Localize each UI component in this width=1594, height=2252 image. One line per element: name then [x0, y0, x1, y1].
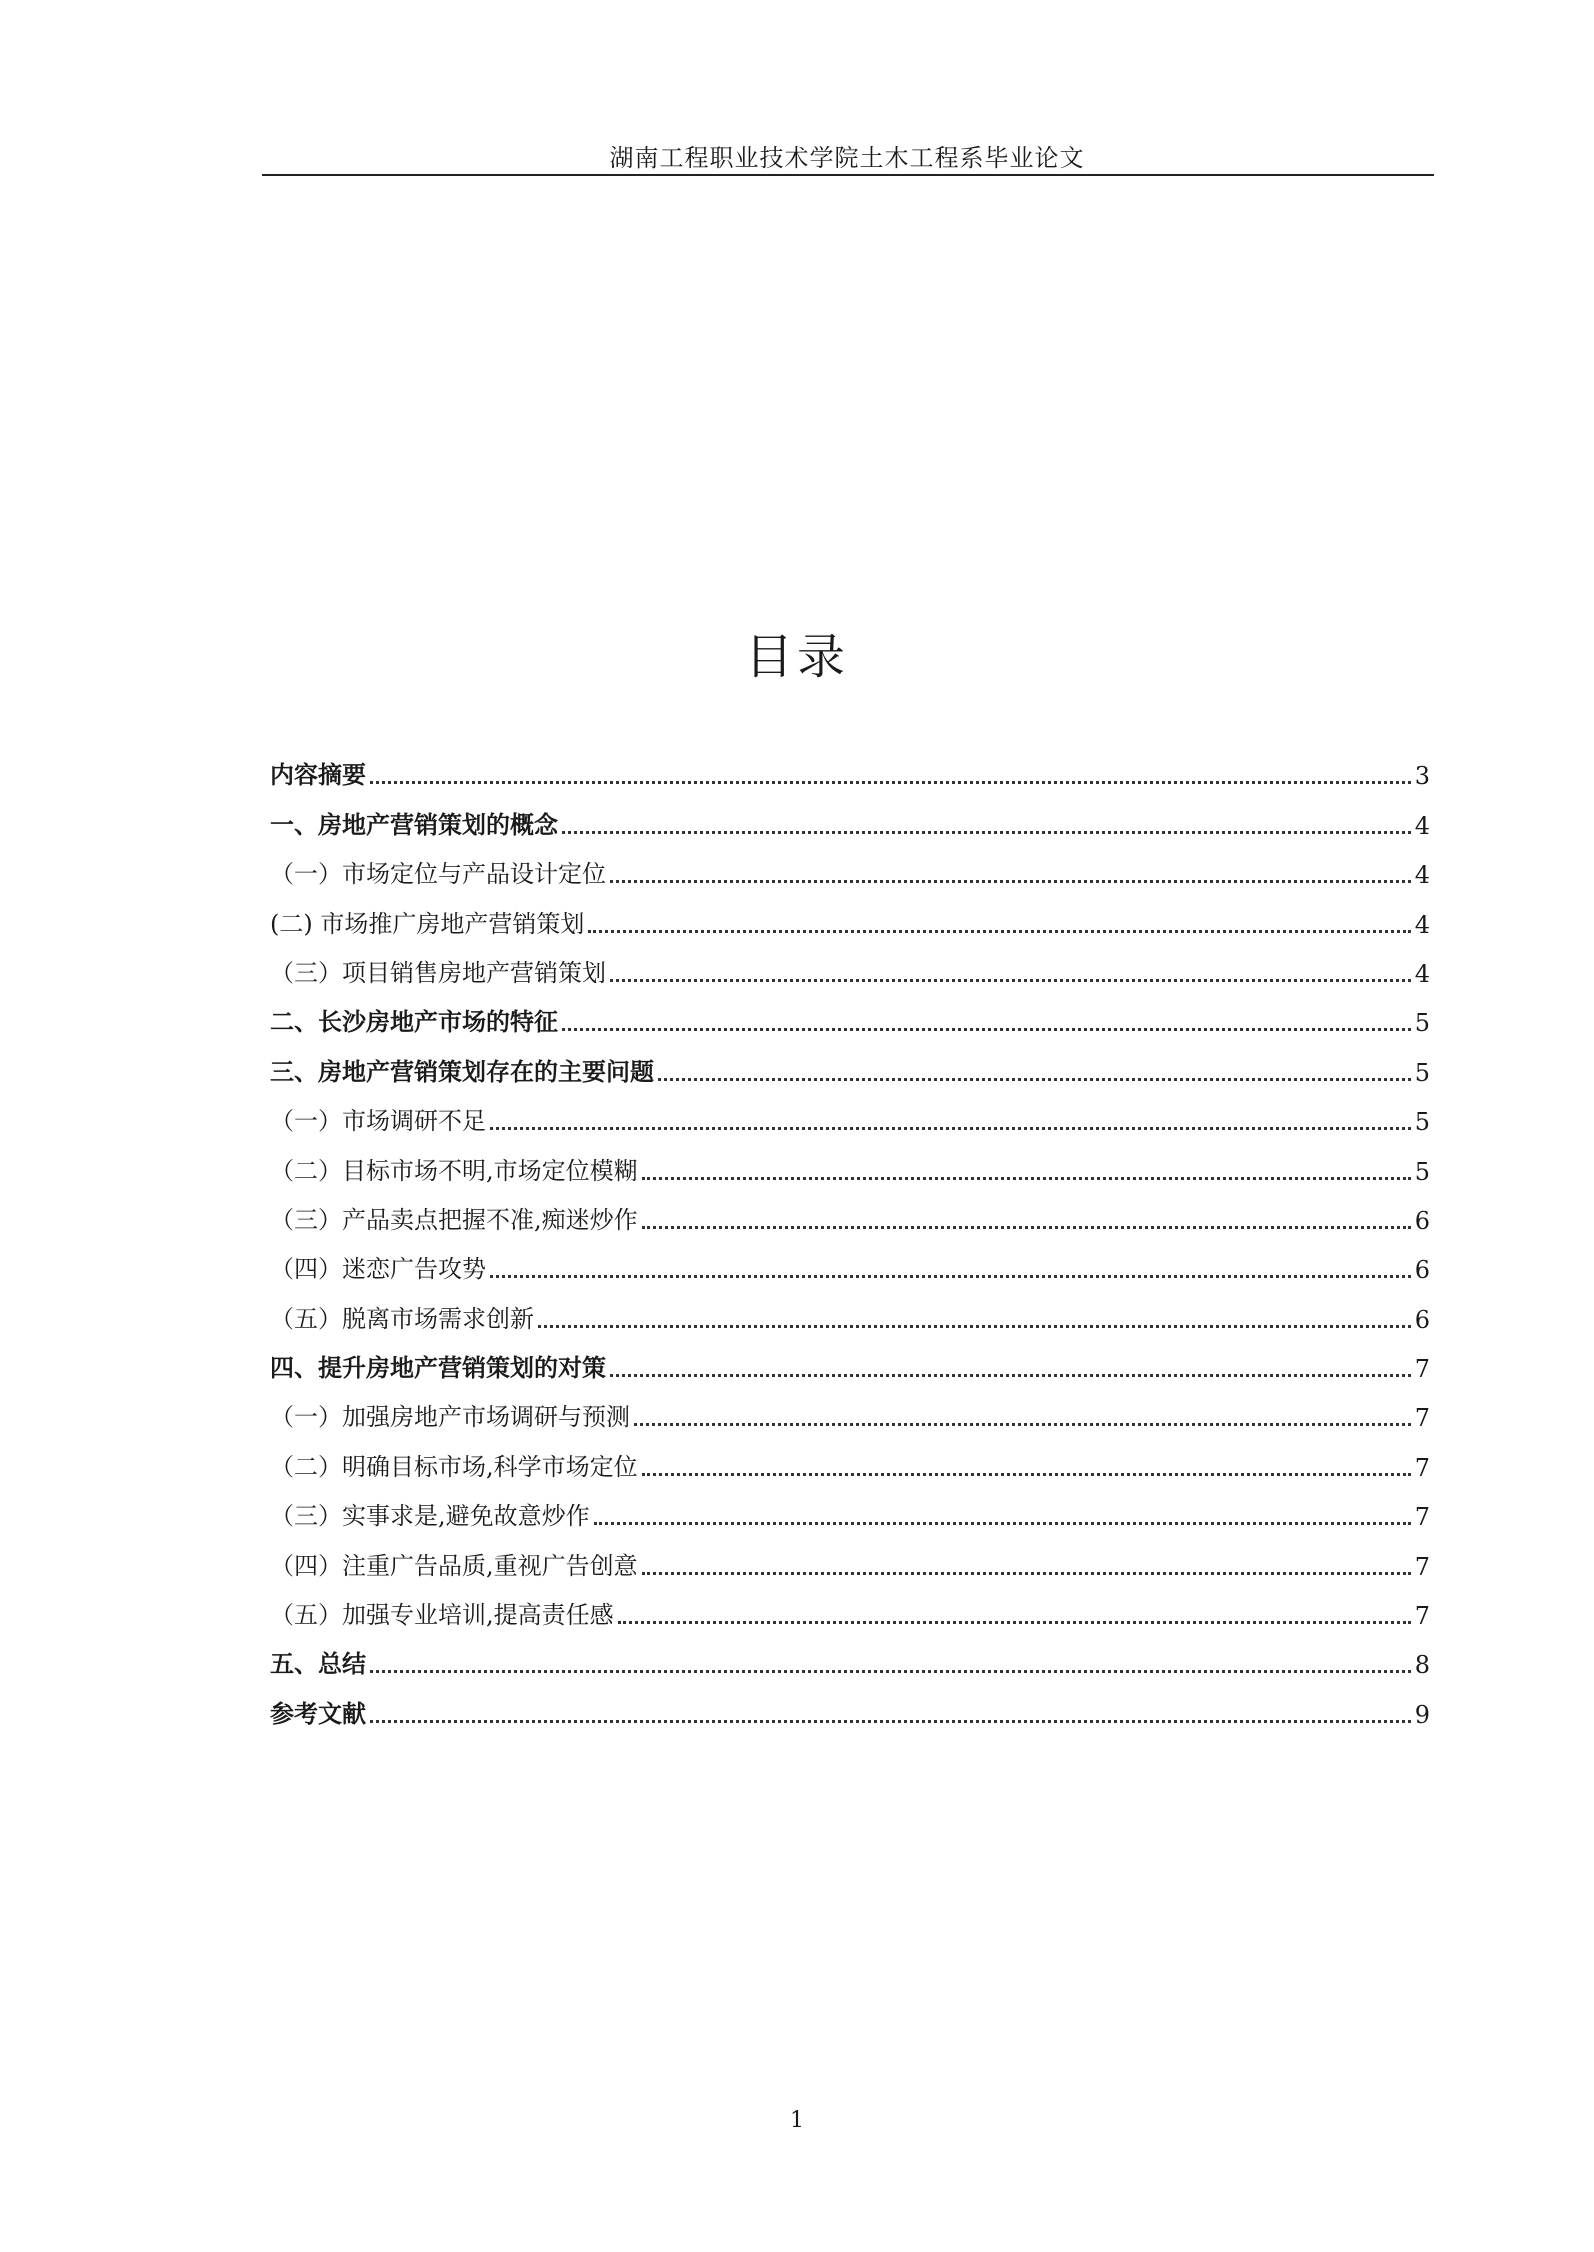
toc-entry[interactable] [270, 1190, 1430, 1239]
toc-entry-label: 三、房地产营销策划存在的主要问题 [270, 1056, 654, 1086]
toc-entry-label: （四）迷恋广告攻势 [270, 1255, 486, 1284]
toc-entry-page: 7 [1414, 1404, 1430, 1433]
toc-entry-label: （五）脱离市场需求创新 [270, 1304, 534, 1333]
toc-entry-page: 5 [1414, 1108, 1430, 1137]
toc-leader-dots [610, 880, 1411, 883]
toc-entry[interactable] [270, 794, 1430, 843]
toc-entry-page: 8 [1414, 1651, 1430, 1680]
toc-entry-label: 参考文献 [270, 1698, 366, 1728]
toc-entry[interactable] [270, 844, 1430, 893]
toc-entry-page: 5 [1414, 1157, 1430, 1186]
toc-entry-page: 7 [1414, 1355, 1430, 1384]
toc-entry[interactable] [270, 1140, 1430, 1189]
toc-entry-page: 5 [1414, 1009, 1430, 1038]
toc-leader-dots [610, 1374, 1411, 1377]
toc-entry-label: （一）市场调研不足 [270, 1107, 486, 1136]
toc-entry-label: (二) 市场推广房地产营销策划 [270, 909, 585, 938]
toc-leader-dots [370, 1670, 1411, 1673]
toc-leader-dots [634, 1423, 1411, 1426]
toc-entry-page: 7 [1414, 1453, 1430, 1482]
toc-entry[interactable] [270, 992, 1430, 1041]
toc-entry-label: 一、房地产营销策划的概念 [270, 809, 558, 839]
toc-entry-label: （三）实事求是,避免故意炒作 [270, 1502, 590, 1531]
toc-leader-dots [562, 1028, 1411, 1031]
toc-leader-dots [658, 1078, 1411, 1081]
toc-entry-label: （五）加强专业培训,提高责任感 [270, 1601, 614, 1630]
toc-entry-label: 四、提升房地产营销策划的对策 [270, 1353, 606, 1383]
toc-entry[interactable] [270, 1338, 1430, 1387]
toc-entry[interactable] [270, 1535, 1430, 1584]
toc-leader-dots [490, 1275, 1411, 1278]
toc-entry[interactable] [270, 893, 1430, 942]
toc-entry-label: 五、总结 [270, 1649, 366, 1679]
toc-leader-dots [610, 979, 1411, 982]
toc-entry-page: 4 [1414, 811, 1430, 840]
toc-entry[interactable] [270, 1091, 1430, 1140]
toc-entry[interactable] [270, 1585, 1430, 1634]
toc-leader-dots [588, 930, 1410, 933]
toc-entry[interactable] [270, 1041, 1430, 1090]
toc-entry-label: （一）市场定位与产品设计定位 [270, 860, 606, 889]
toc-entry[interactable] [270, 1436, 1430, 1485]
toc-leader-dots [618, 1621, 1411, 1624]
toc-entry-page: 4 [1414, 910, 1430, 939]
toc-leader-dots [490, 1127, 1411, 1130]
toc-entry[interactable] [270, 1486, 1430, 1535]
page-number: 1 [790, 2108, 804, 2133]
toc-entry-label: （一）加强房地产市场调研与预测 [270, 1403, 630, 1432]
toc-entry-page: 7 [1414, 1503, 1430, 1532]
toc-entry-page: 4 [1414, 959, 1430, 988]
toc-leader-dots [642, 1177, 1411, 1180]
toc-entry-page: 6 [1414, 1256, 1430, 1285]
toc-leader-dots [642, 1226, 1411, 1229]
table-of-contents [270, 745, 1430, 1733]
toc-entry[interactable] [270, 1634, 1430, 1683]
toc-leader-dots [642, 1473, 1411, 1476]
header-rule [262, 174, 1434, 176]
toc-entry[interactable] [270, 943, 1430, 992]
toc-leader-dots [370, 1720, 1411, 1723]
page-header: 湖南工程职业技术学院土木工程系毕业论文 [609, 144, 1085, 172]
toc-leader-dots [538, 1325, 1411, 1328]
toc-entry-page: 6 [1414, 1206, 1430, 1235]
toc-leader-dots [642, 1572, 1411, 1575]
toc-entry-page: 5 [1414, 1058, 1430, 1087]
toc-entry-page: 7 [1414, 1602, 1430, 1631]
toc-title: 目录 [744, 629, 849, 685]
toc-entry[interactable] [270, 1288, 1430, 1337]
toc-entry[interactable] [270, 1239, 1430, 1288]
toc-leader-dots [594, 1522, 1411, 1525]
toc-entry-page: 7 [1414, 1552, 1430, 1581]
toc-entry-page: 4 [1414, 861, 1430, 890]
toc-entry-label: （三）项目销售房地产营销策划 [270, 958, 606, 987]
toc-entry-label: 内容摘要 [270, 760, 366, 790]
toc-entry[interactable] [270, 745, 1430, 794]
toc-entry[interactable] [270, 1387, 1430, 1436]
toc-entry-page: 3 [1414, 762, 1430, 791]
toc-entry-page: 6 [1414, 1305, 1430, 1334]
toc-entry-label: （二）目标市场不明,市场定位模糊 [270, 1156, 638, 1185]
toc-entry-label: 二、长沙房地产市场的特征 [270, 1007, 558, 1037]
toc-entry-label: （四）注重广告品质,重视广告创意 [270, 1551, 638, 1580]
toc-leader-dots [370, 781, 1411, 784]
toc-leader-dots [562, 831, 1411, 834]
toc-entry-label: （二）明确目标市场,科学市场定位 [270, 1452, 638, 1481]
toc-entry[interactable] [270, 1683, 1430, 1732]
toc-entry-label: （三）产品卖点把握不准,痴迷炒作 [270, 1205, 638, 1234]
toc-entry-page: 9 [1414, 1700, 1430, 1729]
